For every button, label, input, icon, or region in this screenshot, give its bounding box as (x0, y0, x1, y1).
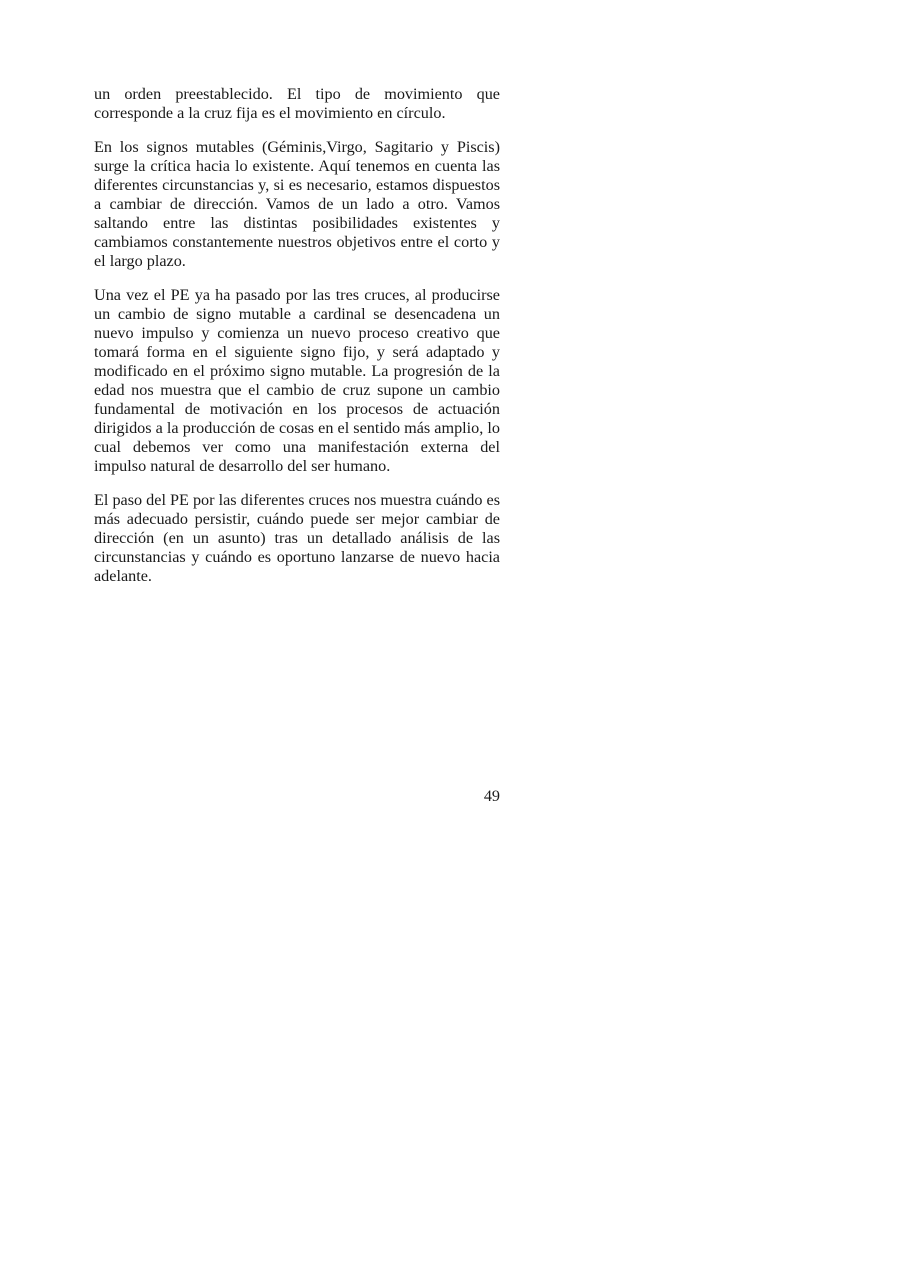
text-column (94, 85, 500, 601)
page-number: 49 (483, 787, 500, 805)
paragraph-3: Una vez el PE ya ha pasado por las tres cruces, al producirse un cambio de signo mutable a cardinal se desencadena un nuevo impulso y comienza un nuevo proceso creativo que tomará forma en el siguiente signo fijo, y será adaptado y modificado en el próximo signo mutable. La progresión de la edad nos muestra que el cambio de cruz supone un cambio fundamental de motivación en los procesos de actuación dirigidos a la producción de cosas en el sentido más amplio, lo cual debemos ver como una manifestación externa del impulso natural de desarrollo del ser humano. (94, 286, 500, 475)
paragraph-1: un orden preestablecido. El tipo de movimiento que corresponde a la cruz fija es el movimiento en círculo. (94, 85, 500, 122)
paragraph-4: El paso del PE por las diferentes cruces nos muestra cuándo es más adecuado persistir, cuándo puede ser mejor cambiar de dirección (en un asunto) tras un detallado análisis de las circunstancias y cuándo es oportuno lanzarse de nuevo hacia adelante. (94, 491, 500, 585)
paragraph-2: En los signos mutables (Géminis,Virgo, Sagitario y Piscis) surge la crítica hacia lo existente. Aquí tenemos en cuenta las diferentes circunstancias y, si es necesario, estamos dispuestos a cambiar de dirección. Vamos de un lado a otro. Vamos saltando entre las distintas posibilidades existentes y cambiamos constantemente nuestros objetivos entre el corto y el largo plazo. (94, 138, 500, 270)
